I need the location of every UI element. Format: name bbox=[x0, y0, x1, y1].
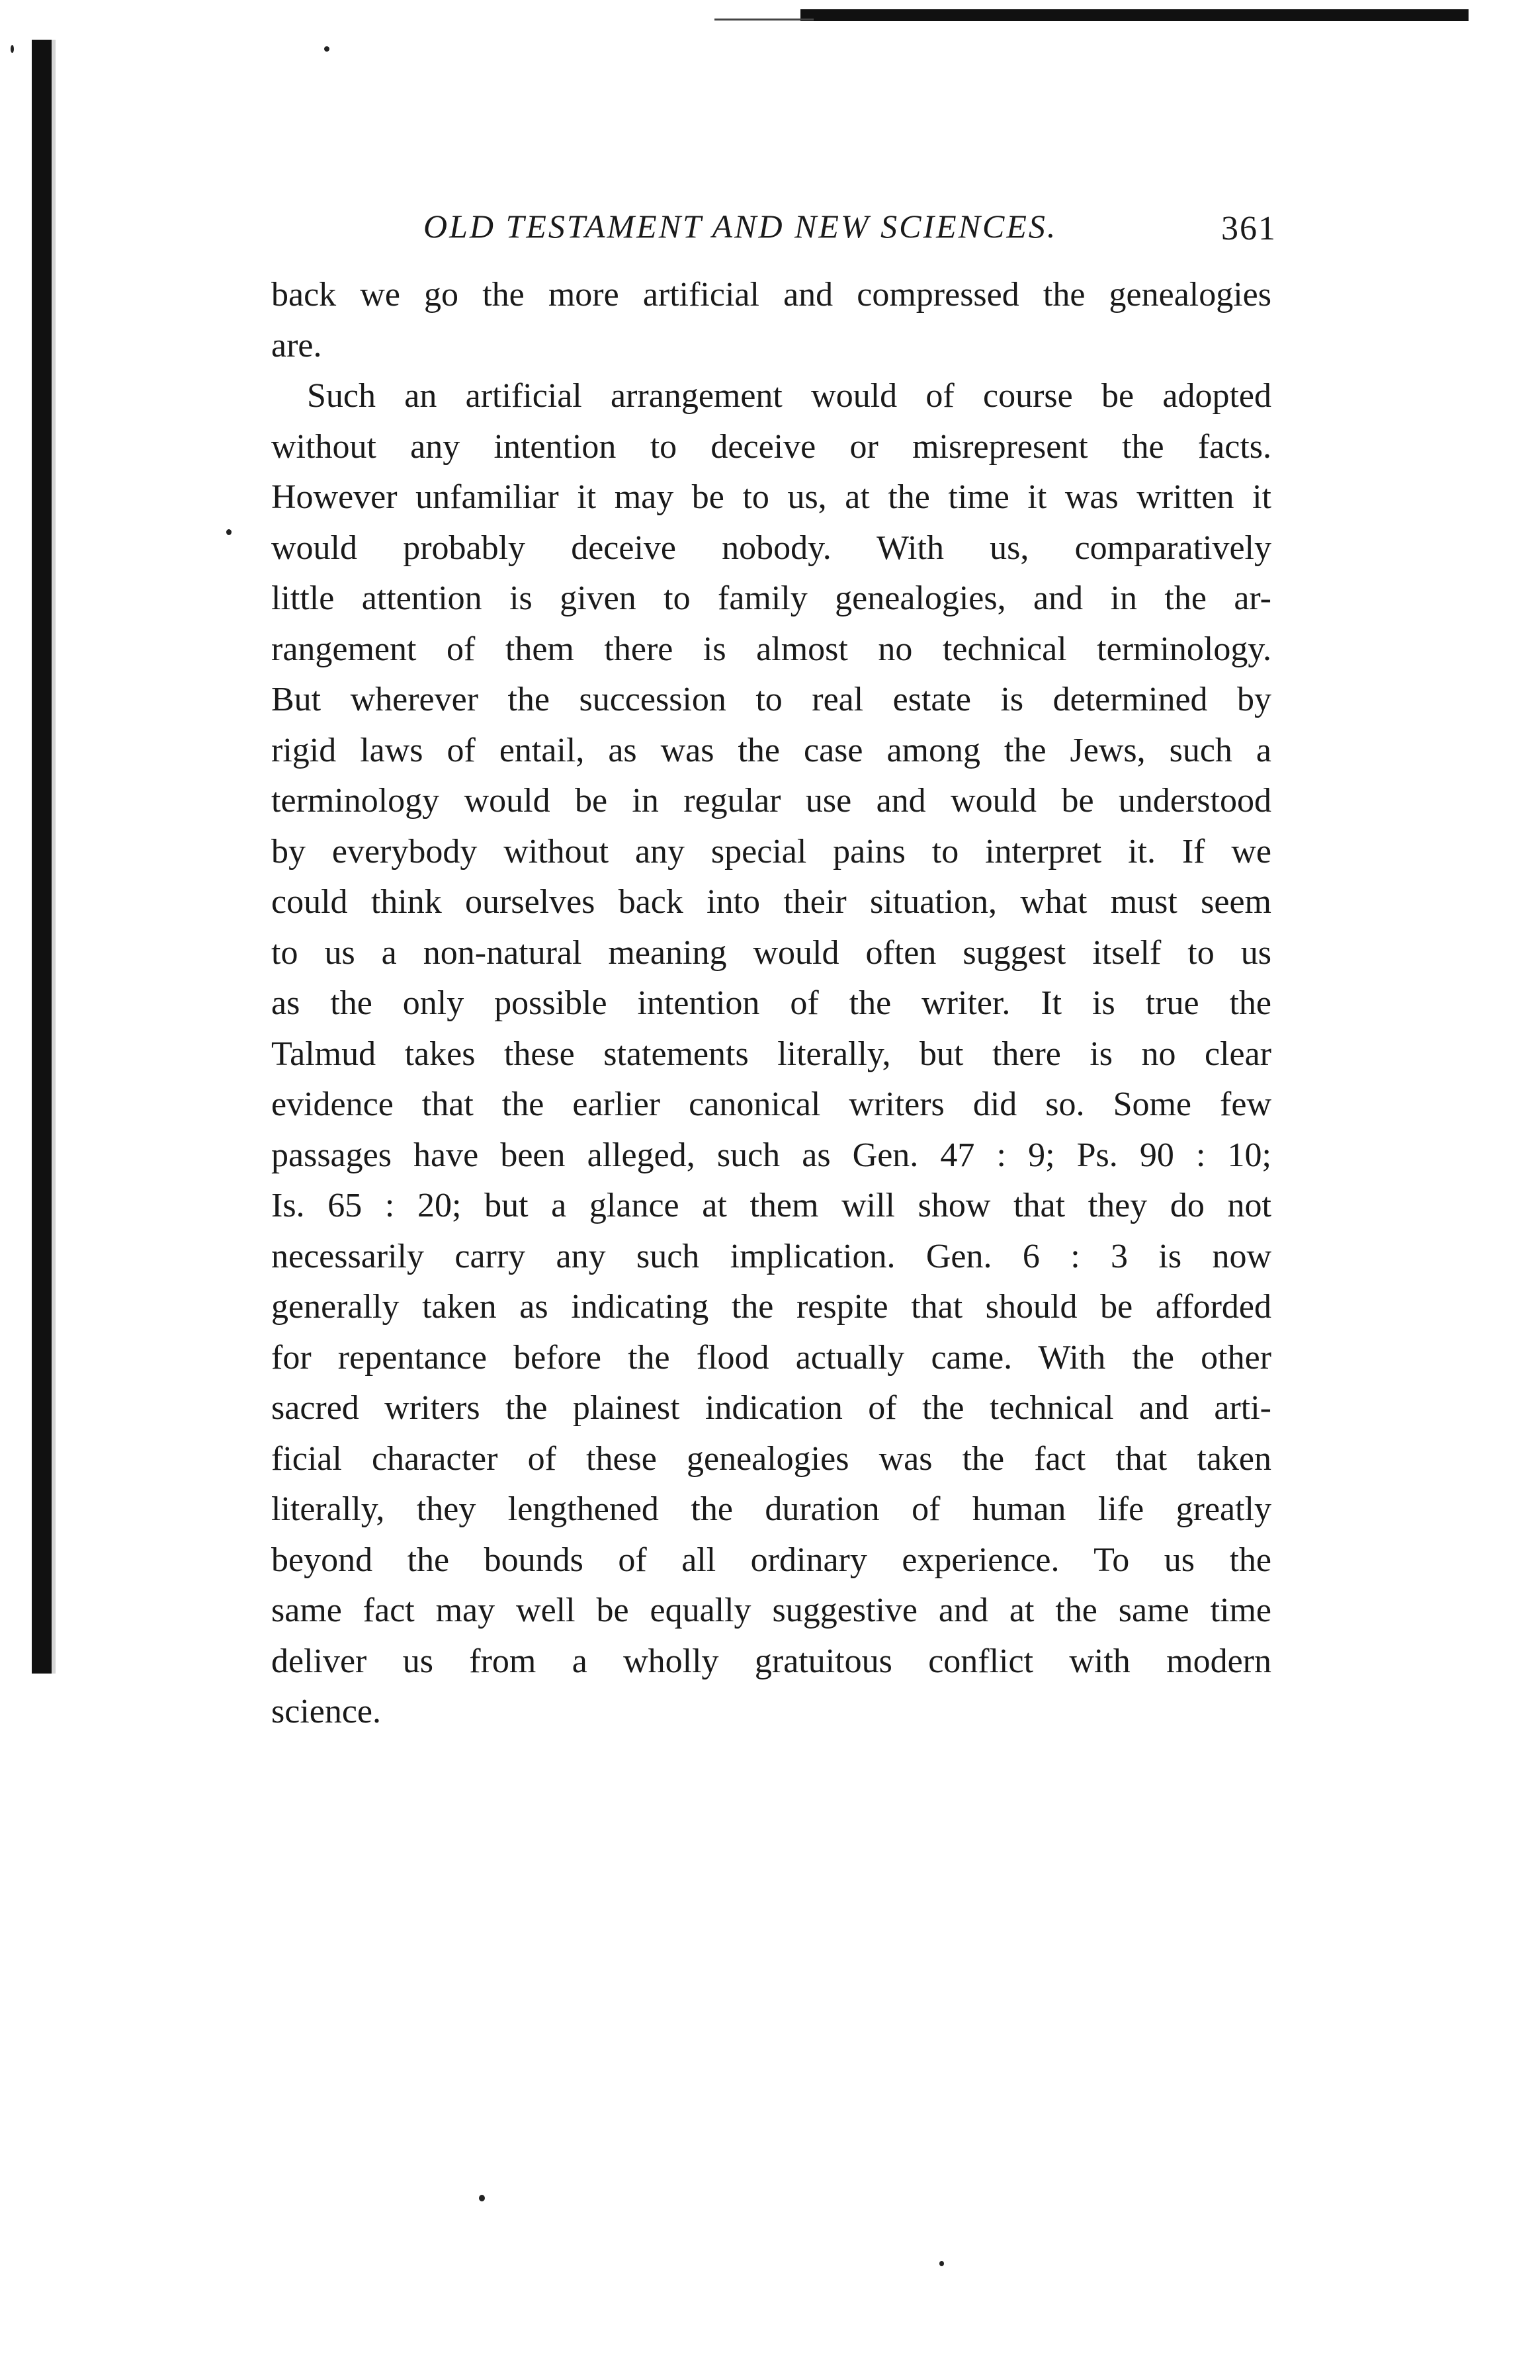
scan-edge-shadow bbox=[52, 40, 56, 1674]
running-header bbox=[423, 200, 1277, 253]
text-line: deliver us from a wholly gratuitous conflict with modern bbox=[271, 1642, 1271, 1680]
text-line: necessarily carry any such implication. Gen. 6 : 3 is now bbox=[271, 1237, 1271, 1275]
text-line: to us a non-natural meaning would often suggest itself to us bbox=[271, 933, 1271, 972]
text-line: Talmud takes these statements literally, but there is no clear bbox=[271, 1035, 1271, 1073]
text-line: sacred writers the plainest indication of the technical and arti- bbox=[271, 1389, 1271, 1427]
text-line: However unfamiliar it may be to us, at the time it was written it bbox=[271, 478, 1271, 516]
text-line: could think ourselves back into their situation, what must seem bbox=[271, 883, 1271, 921]
text-line: rigid laws of entail, as was the case among the Jews, such a bbox=[271, 731, 1271, 769]
scan-top-rule-tail bbox=[714, 19, 814, 21]
text-line: same fact may well be equally suggestive and at the same time bbox=[271, 1592, 1271, 1629]
text-line: science. bbox=[271, 1693, 382, 1730]
text-line: evidence that the earlier canonical writers did so. Some few bbox=[271, 1085, 1271, 1123]
text-line: by everybody without any special pains to interpret it. If we bbox=[271, 832, 1271, 871]
scan-speck bbox=[479, 2195, 485, 2201]
text-line: literally, they lengthened the duration of human life greatly bbox=[271, 1490, 1271, 1528]
text-line: But wherever the succession to real estate is determined by bbox=[271, 681, 1271, 718]
text-line: are. bbox=[271, 326, 322, 364]
text-line: passages have been alleged, such as Gen. 47 : 9; Ps. 90 : 10; bbox=[271, 1136, 1271, 1174]
text-line: terminology would be in regular use and would be understood bbox=[271, 782, 1271, 820]
text-line: for repentance before the flood actually came. With the other bbox=[271, 1338, 1271, 1377]
text-line: little attention is given to family genealogies, and in the ar- bbox=[271, 579, 1271, 617]
text-line: Such an artificial arrangement would of course be adopted bbox=[307, 377, 1271, 415]
scan-edge-bar bbox=[32, 40, 52, 1674]
text-line: would probably deceive nobody. With us, comparatively bbox=[271, 529, 1271, 567]
text-line: generally taken as indicating the respite that should be afforded bbox=[271, 1288, 1271, 1326]
text-line: beyond the bounds of all ordinary experience. To us the bbox=[271, 1541, 1271, 1579]
scan-speck bbox=[939, 2261, 944, 2266]
running-title: OLD TESTAMENT AND NEW SCIENCES. bbox=[423, 208, 1058, 245]
scan-top-rule bbox=[800, 9, 1469, 21]
scan-speck bbox=[226, 529, 232, 535]
text-line: as the only possible intention of the writer. It is true the bbox=[271, 984, 1271, 1022]
text-line: without any intention to deceive or misrepresent the facts. bbox=[271, 427, 1271, 466]
text-line: Is. 65 : 20; but a glance at them will show that they do not bbox=[271, 1187, 1271, 1224]
scan-speck bbox=[11, 45, 14, 53]
body-text bbox=[271, 270, 1271, 1738]
text-line: back we go the more artificial and compressed the genealogies bbox=[271, 276, 1271, 314]
scan-speck bbox=[324, 46, 329, 52]
text-line: rangement of them there is almost no technical terminology. bbox=[271, 630, 1271, 668]
text-line: ficial character of these genealogies was the fact that taken bbox=[271, 1439, 1271, 1478]
page-number: 361 bbox=[1221, 210, 1277, 247]
